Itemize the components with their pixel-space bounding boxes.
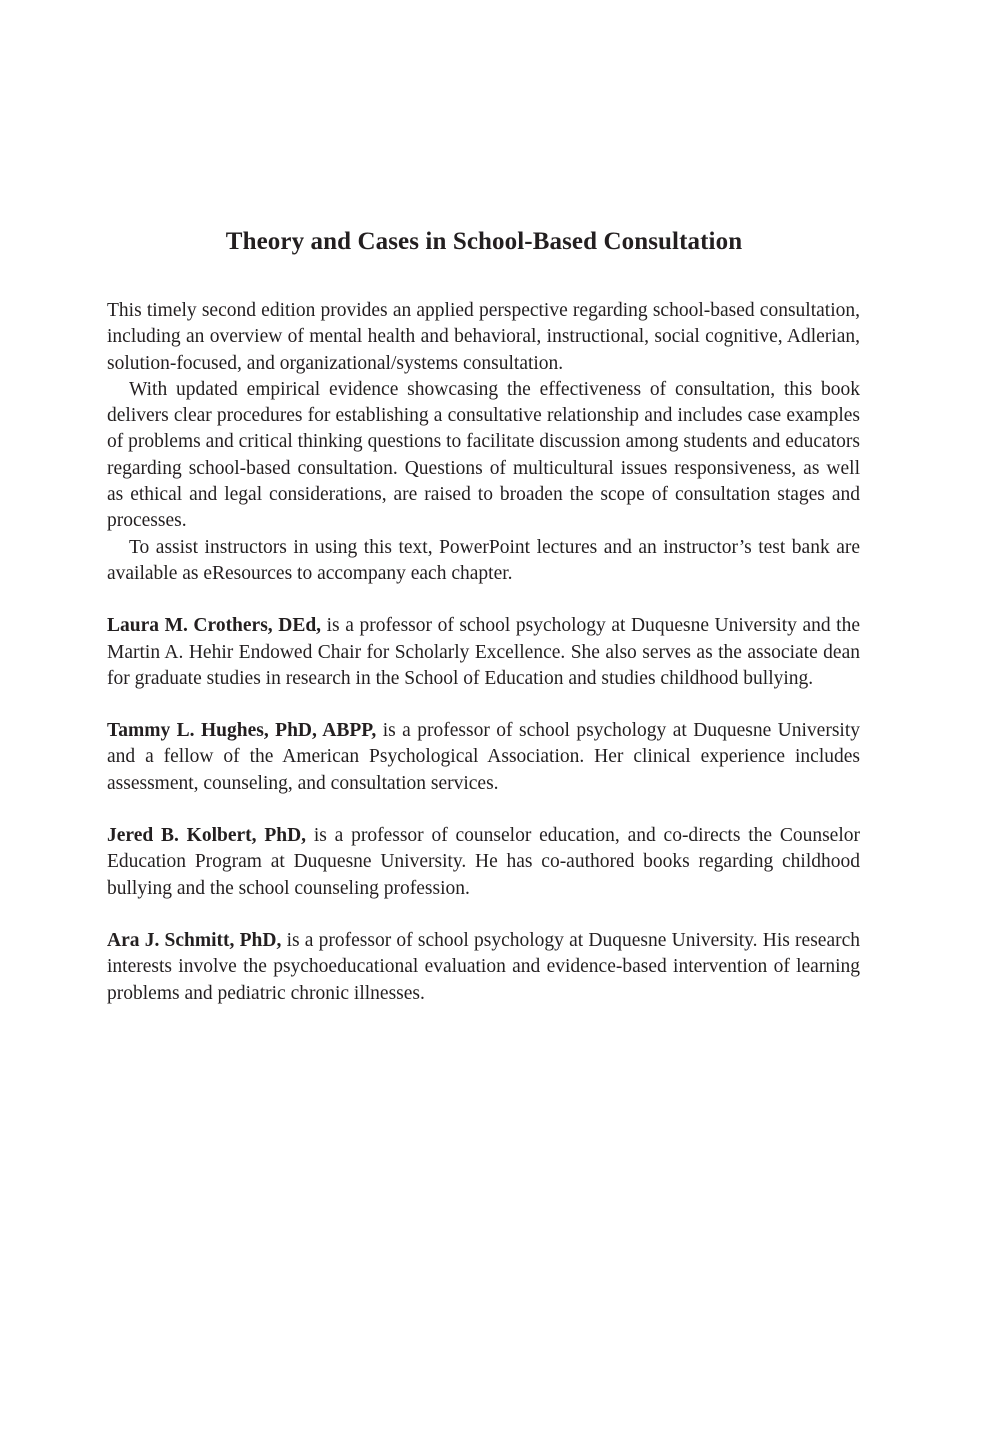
author-name: Ara J. Schmitt, PhD, <box>107 929 282 951</box>
author-bio-text: is a professor of school psychology at Duquesne University and the Martin A. Hehir Endowed Chair for Scholarly Excellence. She also serves as the associate dean for graduate studies in research in the School of Education and studies childhood bullying. <box>107 615 861 689</box>
author-bio <box>107 928 860 1007</box>
author-bio <box>107 613 860 692</box>
author-name: Jered B. Kolbert, PhD, <box>107 825 307 847</box>
author-name: Laura M. Crothers, DEd, <box>107 615 322 637</box>
description-paragraph: With updated empirical evidence showcasing the effectiveness of consultation, this book delivers clear procedures for establishing a consultative relationship and includes case examples of problems and critical thinking questions to facilitate discussion among students and educators regarding school-based consultation. Questions of multicultural issues responsiveness, as well as ethical and legal considerations, are raised to broaden the scope of consultation stages and processes. <box>107 378 860 532</box>
author-bio <box>107 718 860 797</box>
description-paragraph: This timely second edition provides an applied perspective regarding school-based consultation, including an overview of mental health and behavioral, instructional, social cognitive, Adlerian, solution-focused, and organizational/systems consultation. <box>107 300 860 374</box>
author-name: Tammy L. Hughes, PhD, ABPP, <box>107 720 377 742</box>
author-bio-text: is a professor of school psychology at Duquesne University. His research interests involve the psychoeducational evaluation and evidence-based intervention of learning problems and pediatric chronic illnesses. <box>107 929 861 1004</box>
author-bio-text: is a professor of school psychology at Duquesne University and a fellow of the American Psychological Association. Her clinical experience includes assessment, counseling, and consultation services. <box>107 720 861 794</box>
author-bio <box>107 823 860 902</box>
book-title: Theory and Cases in School-Based Consultation <box>225 228 743 255</box>
page-body <box>107 298 860 1007</box>
author-bio-text: is a professor of counselor education, and co-directs the Counselor Education Program at Duquesne University. He has co-authored books regarding childhood bullying and the school counseling profession. <box>107 825 860 899</box>
description-paragraph: To assist instructors in using this text, PowerPoint lectures and an instructor’s test bank are available as eResources to accompany each chapter. <box>107 536 860 584</box>
